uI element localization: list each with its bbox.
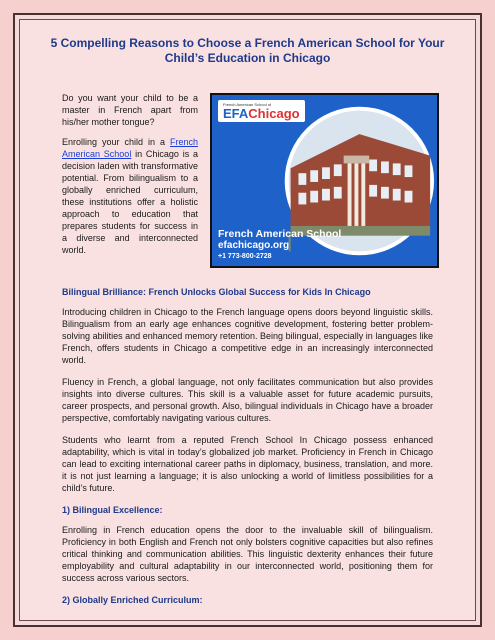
intro-text-before-link: Enrolling your child in a [62, 137, 170, 147]
page-title: 5 Compelling Reasons to Choose a French American School for Your Child’s Education in Chicago [50, 36, 445, 65]
intro-column [62, 92, 198, 264]
section-heading-bilingual-brilliance: Bilingual Brilliance: French Unlocks Global Success for Kids In Chicago [62, 287, 371, 297]
page-inner-border [19, 19, 476, 621]
hero-website: efachicago.org [218, 240, 290, 251]
logo-efa: EFA [223, 106, 249, 121]
efa-chicago-logo [218, 100, 305, 122]
hero-phone: +1 773-800-2728 [218, 253, 272, 260]
body-paragraph-4: Enrolling in French education opens the door to the invaluable skill of bilingualism. Proficiency in both English and French not only bolsters cognitive capacities but also refines critical thinking and communication abilities. This linguistic dexterity enhances their future employability and cultural adaptability in our interconnected world, positioning them for success across various sectors. [62, 525, 433, 583]
section-heading-bilingual-excellence: 1) Bilingual Excellence: [62, 505, 163, 515]
intro-text-after-link: in Chicago is a decision laden with transformative potential. From bilingualism to a globally enriched curriculum, these institutions offer a holistic approach to education that prepares students for success in a diverse and interconnected world. [62, 149, 198, 255]
article-body [62, 286, 433, 614]
section-heading-globally-enriched: 2) Globally Enriched Curriculum: [62, 595, 203, 605]
intro-paragraph-2 [62, 136, 198, 256]
body-paragraph-2: Fluency in French, a global language, not only facilitates communication but also provides insights into diverse cultures. This skill is a valuable asset for future academic pursuits, career prospects, and personal growth. Also, bilingual individuals in Chicago have a broader perspective, comfortably navigating various cultures. [62, 377, 433, 423]
intro-paragraph-1: Do you want your child to be a master in French apart from his/her mother tongue? [62, 93, 198, 127]
logo-wordmark [223, 107, 300, 120]
logo-subtitle: French American School of [223, 102, 272, 107]
hero-image [210, 93, 439, 268]
body-paragraph-3: Students who learnt from a reputed French School In Chicago possess enhanced adaptability, which is vital in today’s globalized job market. Proficiency in French in Chicago can lead to exciting international career paths in diplomacy, business, translation, and more. it is not just learning a language; it is also unlocking a world of limitless possibilities for a child’s future. [62, 435, 433, 493]
body-paragraph-1: Introducing children in Chicago to the French language opens doors beyond linguistic skills. Bilingualism from an early age enhances cognitive development, fostering better problem-solving abilities and enhanced memory retention. Being bilingual, especially in languages like French, offers students in Chicago a competitive edge in an increasingly interconnected world. [62, 307, 433, 365]
hero-school-name: French American School [218, 228, 342, 240]
page-frame [13, 13, 482, 627]
french-american-school-link[interactable]: French American School [62, 137, 198, 159]
logo-chicago: Chicago [248, 106, 300, 121]
